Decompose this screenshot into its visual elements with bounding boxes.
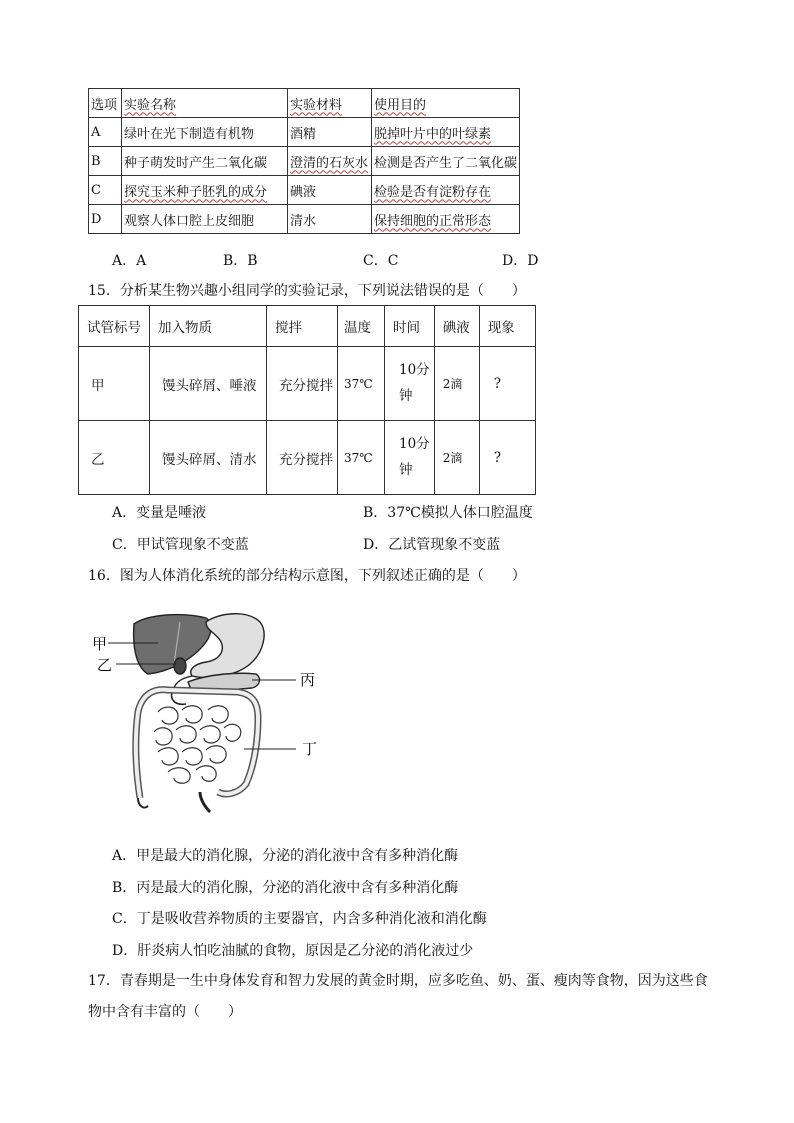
large-intestine-shape <box>136 690 258 798</box>
q15-table <box>78 305 536 495</box>
table-cell: 10分 钟 <box>385 347 435 421</box>
q15-option-d[interactable]: D．乙试管现象不变蓝 <box>363 537 501 553</box>
table-header-cell: 碘液 <box>434 306 479 347</box>
digestive-system-diagram <box>88 602 338 814</box>
label-bing: 丙 <box>300 671 316 689</box>
q16-stem: 16．图为人体消化系统的部分结构示意图，下列叙述正确的是（ ） <box>88 568 526 584</box>
q15-option-a[interactable]: A．变量是唾液 <box>112 505 207 521</box>
table-cell: A <box>89 118 122 147</box>
table-cell: D <box>89 205 122 234</box>
table-cell: 观察人体口腔上皮细胞 <box>122 205 288 234</box>
table-header-cell: 试管标号 <box>79 306 150 347</box>
table-cell: 37℃ <box>338 421 385 495</box>
table-cell: 酒精 <box>287 118 371 147</box>
table-cell: 甲 <box>79 347 150 421</box>
table-cell: B <box>89 147 122 176</box>
table-cell: 2滴 <box>434 347 479 421</box>
table-row <box>89 176 520 205</box>
q17-stem-line2: 物中含有丰富的（ ） <box>88 1004 242 1020</box>
table-header-row <box>79 306 536 347</box>
table-cell: C <box>89 176 122 205</box>
q14-option-b[interactable]: B．B <box>223 253 258 269</box>
table-header-cell: 选项 <box>89 89 122 118</box>
table-cell: 充分搅拌 <box>267 421 338 495</box>
table-row <box>89 205 520 234</box>
table-row <box>79 347 536 421</box>
table-header-cell: 温度 <box>338 306 385 347</box>
table-cell: ? <box>479 421 535 495</box>
q15-stem: 15．分析某生物兴趣小组同学的实验记录，下列说法错误的是（ ） <box>88 283 526 299</box>
small-intestine-shape <box>154 706 241 784</box>
table-cell: 澄清的石灰水 <box>287 147 371 176</box>
table-header-cell: 时间 <box>385 306 435 347</box>
table-cell: 检测是否产生了二氧化碳 <box>371 147 519 176</box>
q14-option-c[interactable]: C．C <box>363 253 399 269</box>
q14-table <box>88 88 520 234</box>
q14-option-a[interactable]: A．A <box>112 253 147 269</box>
table-cell: 充分搅拌 <box>267 347 338 421</box>
q16-option-d[interactable]: D．肝炎病人怕吃油腻的食物，原因是乙分泌的消化液过少 <box>112 943 474 959</box>
table-header-cell: 实验材料 <box>287 89 371 118</box>
table-header-cell: 加入物质 <box>150 306 267 347</box>
table-cell: 绿叶在光下制造有机物 <box>122 118 288 147</box>
q14-option-d[interactable]: D．D <box>502 253 539 269</box>
q17-stem-line1: 17．青春期是一生中身体发育和智力发展的黄金时期，应多吃鱼、奶、蛋、瘦肉等食物，因为这些食 <box>88 973 708 989</box>
q16-option-a[interactable]: A．甲是最大的消化腺，分泌的消化液中含有多种消化酶 <box>112 848 459 864</box>
table-cell: 馒头碎屑、清水 <box>150 421 267 495</box>
q16-option-b[interactable]: B．丙是最大的消化腺，分泌的消化液中含有多种消化酶 <box>112 880 459 896</box>
table-cell: 2滴 <box>434 421 479 495</box>
table-header-cell: 现象 <box>479 306 535 347</box>
table-cell: 保持细胞的正常形态 <box>371 205 519 234</box>
table-cell: 10分 钟 <box>385 421 435 495</box>
table-header-row <box>89 89 520 118</box>
label-jia: 甲 <box>92 635 108 653</box>
q16-option-c[interactable]: C．丁是吸收营养物质的主要器官，内含多种消化液和消化酶 <box>112 911 487 927</box>
table-cell: 检验是否有淀粉存在 <box>371 176 519 205</box>
table-cell: 馒头碎屑、唾液 <box>150 347 267 421</box>
label-ding: 丁 <box>302 740 318 758</box>
table-header-cell: 实验名称 <box>122 89 288 118</box>
table-row <box>89 147 520 176</box>
table-cell: 碘液 <box>287 176 371 205</box>
table-header-cell: 使用目的 <box>371 89 519 118</box>
table-row <box>89 118 520 147</box>
table-cell: 清水 <box>287 205 371 234</box>
table-cell: 37℃ <box>338 347 385 421</box>
table-cell: ? <box>479 347 535 421</box>
table-row <box>79 421 536 495</box>
label-yi: 乙 <box>97 656 113 674</box>
table-cell: 种子萌发时产生二氧化碳 <box>122 147 288 176</box>
q15-option-c[interactable]: C．甲试管现象不变蓝 <box>112 537 249 553</box>
table-header-cell: 搅拌 <box>267 306 338 347</box>
table-cell: 脱掉叶片中的叶绿素 <box>371 118 519 147</box>
q15-option-b[interactable]: B．37℃模拟人体口腔温度 <box>363 505 533 521</box>
table-cell: 乙 <box>79 421 150 495</box>
gallbladder-shape <box>174 658 186 674</box>
table-cell: 探究玉米种子胚乳的成分 <box>122 176 288 205</box>
